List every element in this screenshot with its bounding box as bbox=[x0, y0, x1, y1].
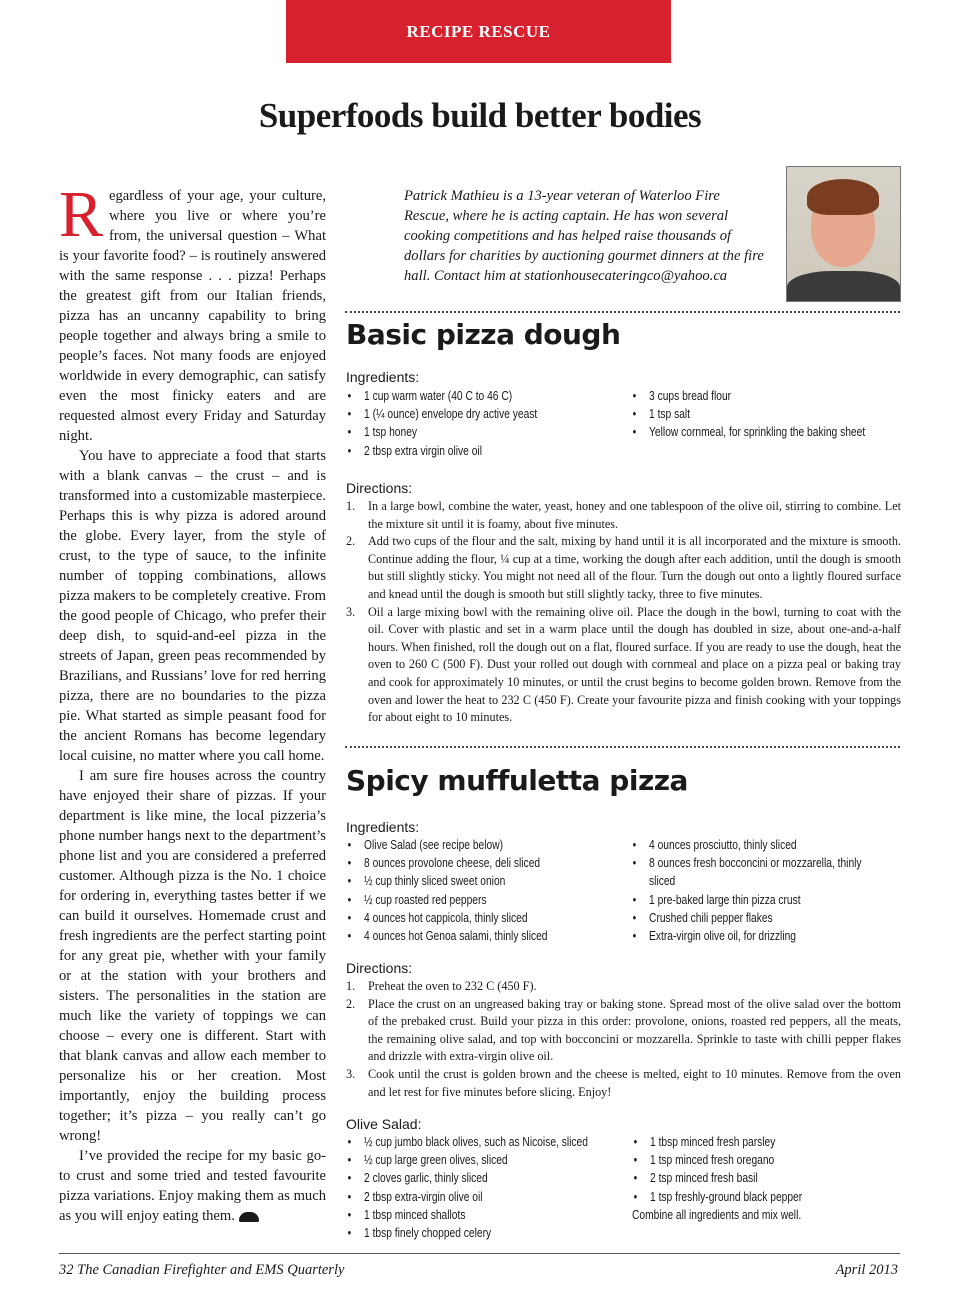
recipe-title: Spicy muffuletta pizza bbox=[346, 764, 688, 797]
directions-heading: Directions: bbox=[346, 480, 413, 496]
intro-paragraph: You have to appreciate a food that starts with a blank canvas – the crust – and is transformed into a customizable masterpiece. Perhaps this is why pizza is adored around the globe. Every layer, from the style of crust, to the type of sauce, to the infinite number of topping combinations, allows pizza makers to be completely creative. From the good people of Chicago, who prefer their deep dish, to squid-and-eel pizza in the streets of Japan, green peas recommended by Brazilians, and Russians’ love for red herring pizza, there are no boundaries to the pizza pie. What started as simple peasant food for the ancient Romans has become legendary local cuisine, no matter where you call home. bbox=[59, 448, 326, 764]
ingredient-item: • 1 tsp honey bbox=[346, 423, 674, 441]
ingredient-item: • 4 ounces hot cappicola, thinly sliced bbox=[346, 909, 617, 927]
step-number: 2. bbox=[346, 534, 356, 549]
ingredient-item: • 1 cup warm water (40 C to 46 C) bbox=[346, 387, 674, 405]
ingredient-list bbox=[346, 836, 617, 945]
section-divider bbox=[345, 746, 900, 748]
ingredient-list bbox=[346, 1133, 617, 1242]
ingredient-item: • ½ cup thinly sliced sweet onion bbox=[346, 872, 617, 890]
ingredient-item: • 1 tsp freshly-ground black pepper bbox=[632, 1188, 878, 1206]
ingredient-item: • ½ cup jumbo black olives, such as Nicoise, sliced bbox=[346, 1133, 617, 1151]
ingredient-item: • 1 (¼ ounce) envelope dry active yeast bbox=[346, 405, 674, 423]
olive-salad-heading: Olive Salad: bbox=[346, 1116, 422, 1132]
directions-list bbox=[346, 978, 901, 1101]
ingredient-item: • ½ cup large green olives, sliced bbox=[346, 1151, 617, 1169]
ingredient-item: • Yellow cornmeal, for sprinkling the baking sheet bbox=[631, 423, 902, 441]
intro-paragraph: I am sure fire houses across the country have enjoyed their share of pizzas. If your department is like mine, the local pizzeria’s phone number hangs next to the department’s phone list and you are considered a preferred customer. Although pizza is the No. 1 choice for ordering in, everything tastes better if we can build it ourselves. Homemade crust and fresh ingredients are the perfect starting point for any great pie, whether with your family or at the station with your brothers and sisters. The personalities in the station are much like the variety of toppings we can choose – every one is different. Start with that blank canvas and allow each member to personalize his or her creation. Most importantly, enjoy the building process together; it’s pizza – you really can’t go wrong! bbox=[59, 768, 326, 1144]
footer-publication: 32 The Canadian Firefighter and EMS Quarterly bbox=[59, 1262, 345, 1278]
direction-step bbox=[346, 1066, 901, 1101]
step-text: Place the crust on an ungreased baking tray or baking stone. Spread most of the olive salad over the bottom of the prebaked crust. Build your pizza in this order: provolone, onions, roasted red peppers, all the meats, the remaining olive salad, and top with bocconcini or mozzarella. Sprinkle to taste with chilli pepper flakes and drizzle with extra-virgin olive oil. bbox=[368, 996, 901, 1064]
ingredient-list bbox=[631, 387, 902, 442]
ingredient-item: • 1 pre-baked large thin pizza crust bbox=[631, 891, 889, 909]
ingredient-item: • 1 tbsp finely chopped celery bbox=[346, 1224, 617, 1242]
direction-step bbox=[346, 978, 901, 996]
step-number: 1. bbox=[346, 499, 356, 513]
ingredient-item: • Extra-virgin olive oil, for drizzling bbox=[631, 927, 889, 945]
intro-column bbox=[59, 178, 326, 1226]
step-text: Preheat the oven to 232 C (450 F). bbox=[368, 979, 537, 993]
ingredient-list bbox=[632, 1133, 878, 1206]
direction-step bbox=[346, 604, 901, 727]
ingredient-item: • Olive Salad (see recipe below) bbox=[346, 836, 617, 854]
ingredient-item: • 4 ounces prosciutto, thinly sliced bbox=[631, 836, 889, 854]
drop-cap: R bbox=[59, 178, 104, 251]
step-number: 1. bbox=[346, 979, 356, 993]
ingredient-item: • Crushed chili pepper flakes bbox=[631, 909, 889, 927]
step-text: Oil a large mixing bowl with the remaining olive oil. Place the dough in the bowl, turning to coat with the oil. Cover with plastic and set in a warm place until the dough has doubled in size, about one-and-a-half hours. When finished, roll the dough out on a flat, floured surface. If you are ready to use the dough, heat the oven to 260 C (500 F). Dust your rolled out dough with cornmeal and place on a pizza peal or baking tray and cook for approximately 10 minutes, or until the crust begins to become golden brown. Remove from the oven and lower the heat to 232 C (450 F). Create your favourite pizza and finish cooking with your toppings for about eight to 10 minutes. bbox=[368, 604, 901, 725]
ingredient-list bbox=[346, 387, 674, 460]
intro-paragraph: I’ve provided the recipe for my basic go-to crust and some tried and tested favourite pizza variations. Enjoy making them as much as you will enjoy eating them. bbox=[59, 1148, 326, 1224]
ingredient-item: • 2 tsp minced fresh basil bbox=[632, 1169, 878, 1187]
direction-step bbox=[346, 533, 901, 603]
ingredient-item: • 2 cloves garlic, thinly sliced bbox=[346, 1169, 617, 1187]
directions-heading: Directions: bbox=[346, 960, 413, 976]
ingredient-item: • 3 cups bread flour bbox=[631, 387, 902, 405]
section-banner: RECIPE RESCUE bbox=[286, 0, 671, 63]
author-photo bbox=[786, 166, 901, 302]
footer-date: April 2013 bbox=[835, 1262, 898, 1278]
author-bio: Patrick Mathieu is a 13-year veteran of Waterloo Fire Rescue, where he is acting captain. He has won several cooking competitions and has helped raise thousands of dollars for charities by auctioning gourmet dinners at the fire hall. Contact him at stationhousecateringco@yahoo.ca bbox=[404, 188, 764, 284]
ingredient-item: • ½ cup roasted red peppers bbox=[346, 891, 617, 909]
ingredient-item: • 2 tbsp extra-virgin olive oil bbox=[346, 1188, 617, 1206]
ingredient-list bbox=[631, 836, 889, 945]
direction-step bbox=[346, 498, 901, 533]
intro-paragraph: Regardless of your age, your culture, where you live or where you’re from, the universal question – What is your favorite food? – is routinely answered with the same response . . . pizza! Perhaps the greatest gift from our Italian friends, pizza has an uncanny capability to bring people together and always bring a smile to people’s faces. Not many foods are enjoyed worldwide in every demographic, can satisfy even the most finicky eaters and are requested almost every Friday and Saturday night. bbox=[59, 178, 326, 444]
step-text: In a large bowl, combine the water, yeast, honey and one tablespoon of the olive oil, stirring to combine. Let the mixture sit until it is foamy, about five minutes. bbox=[368, 499, 901, 531]
ingredient-item: • 1 tsp minced fresh oregano bbox=[632, 1151, 878, 1169]
step-number: 2. bbox=[346, 996, 356, 1011]
ingredient-item: • 1 tbsp minced fresh parsley bbox=[632, 1133, 878, 1151]
step-number: 3. bbox=[346, 604, 356, 619]
olive-salad-note: Combine all ingredients and mix well. bbox=[632, 1208, 802, 1222]
ingredient-item: • 1 tbsp minced shallots bbox=[346, 1206, 617, 1224]
step-text: Add two cups of the flour and the salt, mixing by hand until it is all incorporated and the mixture is smooth. Continue adding the flour, ¼ cup at a time, working the dough after each addition, until the dough is smooth but still slightly sticky. You might not need all of the flour. Turn the dough out onto a lightly floured surface and knead until the dough is smooth but still slightly tacky, three to five minutes. bbox=[368, 534, 901, 601]
footer-rule bbox=[59, 1253, 900, 1254]
step-text: Cook until the crust is golden brown and the cheese is melted, eight to 10 minutes. Remove from the oven and let rest for five minutes before slicing. Enjoy! bbox=[368, 1066, 901, 1099]
ingredient-item: • 4 ounces hot Genoa salami, thinly sliced bbox=[346, 927, 617, 945]
direction-step bbox=[346, 996, 901, 1066]
ingredients-heading: Ingredients: bbox=[346, 369, 420, 385]
ingredients-heading: Ingredients: bbox=[346, 819, 420, 835]
recipe-title: Basic pizza dough bbox=[346, 318, 621, 351]
ingredient-item: • 1 tsp salt bbox=[631, 405, 902, 423]
page-headline: Superfoods build better bodies bbox=[258, 96, 702, 135]
ingredient-item: • 8 ounces fresh bocconcini or mozzarella, thinly sliced bbox=[631, 854, 889, 890]
directions-list bbox=[346, 498, 901, 727]
ingredient-item: • 8 ounces provolone cheese, deli sliced bbox=[346, 854, 617, 872]
ingredient-item: • 2 tbsp extra virgin olive oil bbox=[346, 442, 674, 460]
step-number: 3. bbox=[346, 1066, 356, 1081]
firefighter-helmet-icon bbox=[239, 1212, 259, 1222]
section-divider bbox=[345, 311, 900, 313]
